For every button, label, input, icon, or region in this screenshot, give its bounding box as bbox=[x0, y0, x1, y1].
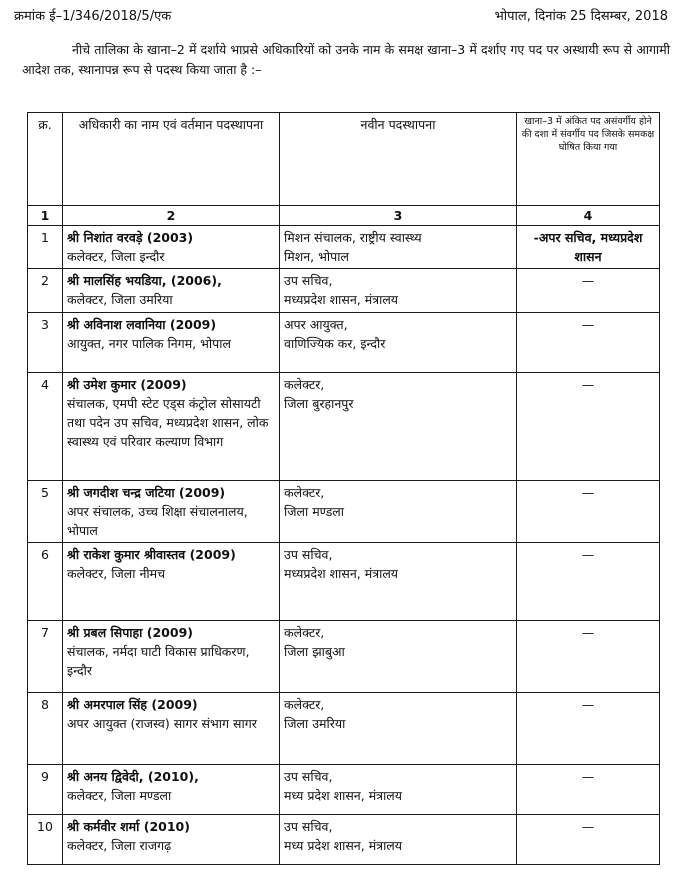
equivalent-post: — bbox=[517, 765, 660, 815]
column-number: 2 bbox=[63, 206, 280, 226]
table-row bbox=[28, 815, 660, 865]
new-posting-cell bbox=[280, 269, 517, 313]
new-posting-line: जिला बुरहानपुर bbox=[284, 396, 354, 411]
current-posting: कलेक्टर, जिला उमरिया bbox=[67, 292, 173, 307]
equivalent-post: — bbox=[517, 815, 660, 865]
current-posting: अपर संचालक, उच्च शिक्षा संचालनालय, भोपाल bbox=[67, 504, 248, 538]
place-and-date: भोपाल, दिनांक 25 दिसम्बर, 2018 bbox=[494, 9, 668, 24]
officer-name: श्री राकेश कुमार श्रीवास्तव (2009) bbox=[67, 547, 236, 562]
new-posting-cell bbox=[280, 226, 517, 269]
new-posting-line: मिशन संचालक, राष्ट्रीय स्वास्थ्य bbox=[284, 230, 422, 245]
current-posting: कलेक्टर, जिला इन्दौर bbox=[67, 249, 165, 264]
new-posting-line: मध्य प्रदेश शासन, मंत्रालय bbox=[284, 838, 403, 853]
officer-name: श्री प्रबल सिपाहा (2009) bbox=[67, 625, 193, 640]
new-posting-line: वाणिज्यिक कर, इन्दौर bbox=[284, 336, 386, 351]
equivalent-post: — bbox=[517, 373, 660, 481]
row-serial: 2 bbox=[28, 269, 63, 313]
current-posting: कलेक्टर, जिला नीमच bbox=[67, 566, 166, 581]
col-new-posting-header: नवीन पदस्थापना bbox=[280, 113, 517, 206]
current-posting: कलेक्टर, जिला मण्डला bbox=[67, 788, 172, 803]
current-posting: संचालक, एमपी स्टेट एड्स कंट्रोल सोसायटी तथा पदेन उप सचिव, मध्यप्रदेश शासन, लोक स्वास्थ्य एवं परिवार कल्याण विभाग bbox=[67, 396, 269, 449]
table-row bbox=[28, 765, 660, 815]
officer-cell bbox=[63, 693, 280, 765]
new-posting-line: मिशन, भोपाल bbox=[284, 249, 349, 264]
column-number: 4 bbox=[517, 206, 660, 226]
order-reference: क्रमांक ई–1/346/2018/5/एक bbox=[14, 9, 172, 24]
column-number: 3 bbox=[280, 206, 517, 226]
officer-name: श्री अविनाश लवानिया (2009) bbox=[67, 317, 217, 332]
officer-cell bbox=[63, 621, 280, 693]
equivalent-post: -अपर सचिव, मध्यप्रदेश शासन bbox=[517, 226, 660, 269]
new-posting-line: जिला झाबुआ bbox=[284, 644, 345, 659]
column-number: 1 bbox=[28, 206, 63, 226]
equivalent-post: — bbox=[517, 269, 660, 313]
new-posting-line: जिला मण्डला bbox=[284, 504, 345, 519]
officer-name: श्री अमरपाल सिंह (2009) bbox=[67, 697, 198, 712]
officer-name: श्री निशांत वरवड़े (2003) bbox=[67, 230, 194, 245]
document-header bbox=[0, 6, 700, 28]
equivalent-post: — bbox=[517, 313, 660, 373]
officer-name: श्री उमेश कुमार (2009) bbox=[67, 377, 187, 392]
new-posting-line: अपर आयुक्त, bbox=[284, 317, 348, 332]
new-posting-line: मध्यप्रदेश शासन, मंत्रालय bbox=[284, 292, 399, 307]
equivalent-post: — bbox=[517, 481, 660, 543]
officer-name: श्री मालसिंह भयडिया, (2006), bbox=[67, 273, 222, 288]
current-posting: आयुक्त, नगर पालिक निगम, भोपाल bbox=[67, 336, 231, 351]
table-row bbox=[28, 313, 660, 373]
table-row bbox=[28, 373, 660, 481]
table-row bbox=[28, 543, 660, 621]
equivalent-post: — bbox=[517, 693, 660, 765]
new-posting-cell bbox=[280, 815, 517, 865]
new-posting-cell bbox=[280, 621, 517, 693]
officer-cell bbox=[63, 373, 280, 481]
equivalent-post: — bbox=[517, 543, 660, 621]
row-serial: 4 bbox=[28, 373, 63, 481]
order-intro-paragraph bbox=[22, 40, 670, 80]
current-posting: अपर आयुक्त (राजस्व) सागर संभाग सागर bbox=[67, 716, 257, 731]
officer-cell bbox=[63, 543, 280, 621]
officer-name: श्री अनय द्विवेदी, (2010), bbox=[67, 769, 199, 784]
officer-name: श्री कर्मवीर शर्मा (2010) bbox=[67, 819, 190, 834]
officer-cell bbox=[63, 313, 280, 373]
col-officer-header: अधिकारी का नाम एवं वर्तमान पदस्थापना bbox=[63, 113, 280, 206]
new-posting-line: उप सचिव, bbox=[284, 273, 333, 288]
col-equivalent-post-header: खाना–3 में अंकित पद असंवर्गीय होने की दशा में संवर्गीय पद जिसके समकक्ष घोषित किया गया bbox=[517, 113, 660, 206]
table-row bbox=[28, 621, 660, 693]
table-header-row bbox=[28, 113, 660, 206]
row-serial: 3 bbox=[28, 313, 63, 373]
new-posting-cell bbox=[280, 693, 517, 765]
officer-cell bbox=[63, 481, 280, 543]
new-posting-line: उप सचिव, bbox=[284, 547, 333, 562]
new-posting-line: उप सचिव, bbox=[284, 769, 333, 784]
new-posting-cell bbox=[280, 373, 517, 481]
column-number-row bbox=[28, 206, 660, 226]
row-serial: 9 bbox=[28, 765, 63, 815]
new-posting-line: उप सचिव, bbox=[284, 819, 333, 834]
table-row bbox=[28, 693, 660, 765]
row-serial: 5 bbox=[28, 481, 63, 543]
table-row bbox=[28, 481, 660, 543]
table-row bbox=[28, 226, 660, 269]
new-posting-line: मध्य प्रदेश शासन, मंत्रालय bbox=[284, 788, 403, 803]
order-intro-text: नीचे तालिका के खाना–2 में दर्शाये भाप्रसे अधिकारियों को उनके नाम के समक्ष खाना–3 में दर्शाए गए पद पर अस्थायी रूप से आगामी आदेश तक, स्थानापन्न रूप से पदस्थ किया जाता है :– bbox=[22, 42, 670, 77]
row-serial: 10 bbox=[28, 815, 63, 865]
officer-cell bbox=[63, 226, 280, 269]
new-posting-cell bbox=[280, 313, 517, 373]
new-posting-line: जिला उमरिया bbox=[284, 716, 346, 731]
new-posting-line: मध्यप्रदेश शासन, मंत्रालय bbox=[284, 566, 399, 581]
row-serial: 6 bbox=[28, 543, 63, 621]
current-posting: संचालक, नर्मदा घाटी विकास प्राधिकरण, इन्दौर bbox=[67, 644, 250, 678]
new-posting-cell bbox=[280, 543, 517, 621]
new-posting-cell bbox=[280, 481, 517, 543]
officer-cell bbox=[63, 815, 280, 865]
new-posting-line: कलेक्टर, bbox=[284, 377, 325, 392]
officer-cell bbox=[63, 765, 280, 815]
col-serial-header: क्र. bbox=[28, 113, 63, 206]
table-row bbox=[28, 269, 660, 313]
current-posting: कलेक्टर, जिला राजगढ़ bbox=[67, 838, 172, 853]
new-posting-cell bbox=[280, 765, 517, 815]
officer-cell bbox=[63, 269, 280, 313]
officer-name: श्री जगदीश चन्द्र जटिया (2009) bbox=[67, 485, 226, 500]
equivalent-post: — bbox=[517, 621, 660, 693]
row-serial: 7 bbox=[28, 621, 63, 693]
new-posting-line: कलेक्टर, bbox=[284, 485, 325, 500]
posting-table bbox=[27, 112, 660, 865]
new-posting-line: कलेक्टर, bbox=[284, 697, 325, 712]
row-serial: 1 bbox=[28, 226, 63, 269]
row-serial: 8 bbox=[28, 693, 63, 765]
new-posting-line: कलेक्टर, bbox=[284, 625, 325, 640]
